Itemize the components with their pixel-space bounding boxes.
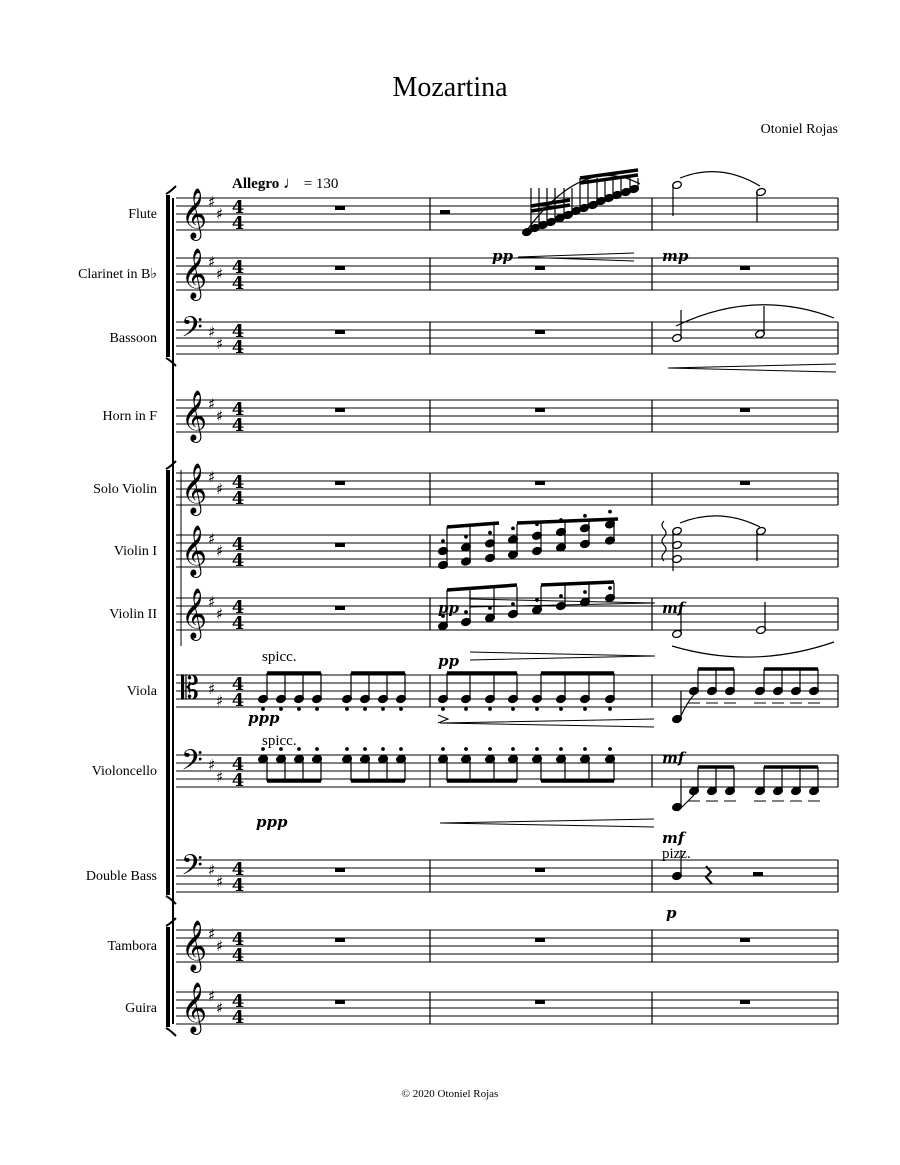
sharp-icon: ♯ — [216, 999, 224, 1017]
instrument-label: Violoncello — [91, 764, 157, 779]
staccato-dot — [382, 748, 385, 751]
accent-mark — [438, 715, 448, 723]
sharp-icon: ♯ — [216, 768, 224, 786]
crescendo-hairpin — [518, 253, 634, 261]
crescendo-hairpin — [668, 364, 836, 372]
time-signature-numerator: 4 — [231, 754, 245, 775]
instrument-label: Violin I — [113, 544, 157, 559]
time-signature-denominator: 4 — [231, 213, 245, 234]
bracket-hook — [166, 461, 176, 469]
alto-clef-icon: 𝄡 — [181, 669, 199, 707]
technique-marking: spicc. — [262, 649, 297, 665]
slur — [680, 516, 760, 527]
dynamic-marking: mf — [662, 599, 685, 617]
whole-rest — [335, 206, 345, 210]
staccato-dot — [442, 708, 445, 711]
sharp-icon: ♯ — [216, 205, 224, 223]
staccato-dot — [400, 748, 403, 751]
bracket-hook — [166, 918, 176, 926]
time-signature-numerator: 4 — [231, 399, 245, 420]
sharp-icon: ♯ — [208, 593, 216, 611]
instrument-label: Solo Violin — [93, 482, 157, 497]
staccato-dot — [364, 708, 367, 711]
sharp-icon: ♯ — [208, 468, 216, 486]
bass-clef-icon: 𝄢 — [181, 849, 203, 889]
instrument-label: Guira — [125, 1001, 157, 1016]
score-title: Mozartina — [392, 72, 508, 103]
staccato-dot — [442, 748, 445, 751]
staccato-dot — [536, 599, 539, 602]
time-signature-numerator: 4 — [231, 534, 245, 555]
time-signature-numerator: 4 — [231, 472, 245, 493]
whole-rest — [535, 868, 545, 872]
beam — [517, 519, 618, 523]
staccato-dot — [609, 510, 612, 513]
sharp-icon: ♯ — [208, 530, 216, 548]
sharp-icon: ♯ — [208, 987, 216, 1005]
staccato-dot — [560, 748, 563, 751]
time-signature-denominator: 4 — [231, 550, 245, 571]
bass-clef-icon: 𝄢 — [181, 311, 203, 351]
staccato-dot — [346, 748, 349, 751]
crescendo-hairpin — [440, 819, 654, 827]
staccato-dot — [465, 748, 468, 751]
whole-rest — [535, 481, 545, 485]
whole-rest — [740, 408, 750, 412]
whole-rest — [335, 481, 345, 485]
staccato-dot — [346, 708, 349, 711]
time-signature-denominator: 4 — [231, 337, 245, 358]
time-signature-numerator: 4 — [231, 674, 245, 695]
sharp-icon: ♯ — [216, 605, 224, 623]
instrument-label: Bassoon — [109, 331, 157, 346]
dynamic-marking: mp — [662, 247, 689, 265]
time-signature-numerator: 4 — [231, 197, 245, 218]
staccato-dot — [512, 527, 515, 530]
beam — [447, 585, 517, 590]
sharp-icon: ♯ — [208, 925, 216, 943]
beam — [447, 523, 499, 527]
treble-clef-icon: 𝄞 — [181, 248, 208, 299]
crescendo-hairpin — [440, 719, 654, 727]
instrument-label: Tambora — [107, 939, 157, 954]
whole-rest — [335, 938, 345, 942]
sharp-icon: ♯ — [208, 756, 216, 774]
whole-rest — [740, 938, 750, 942]
sharp-icon: ♯ — [216, 542, 224, 560]
sharp-icon: ♯ — [216, 265, 224, 283]
instrument-label: Double Bass — [85, 869, 157, 884]
quarter-rest — [706, 866, 712, 884]
slur — [676, 305, 834, 326]
treble-clef-icon: 𝄞 — [181, 463, 208, 514]
time-signature-numerator: 4 — [231, 859, 245, 880]
half-rest — [753, 872, 763, 876]
time-signature-numerator: 4 — [231, 321, 245, 342]
staccato-dot — [584, 514, 587, 517]
treble-clef-icon: 𝄞 — [181, 588, 208, 639]
treble-clef-icon: 𝄞 — [181, 982, 208, 1033]
staccato-dot — [465, 708, 468, 711]
time-signature-denominator: 4 — [231, 690, 245, 711]
time-signature-denominator: 4 — [231, 613, 245, 634]
bracket-hook — [166, 186, 176, 194]
staccato-dot — [560, 595, 563, 598]
tempo-word: Allegro — [232, 176, 280, 192]
staccato-dot — [465, 535, 468, 538]
dynamic-marking: mf — [662, 829, 685, 847]
slur — [680, 172, 760, 186]
whole-rest — [535, 266, 545, 270]
bass-clef-icon: 𝄢 — [181, 744, 203, 784]
sharp-icon: ♯ — [216, 335, 224, 353]
sharp-icon: ♯ — [208, 193, 216, 211]
composer-name: Otoniel Rojas — [760, 122, 838, 137]
dynamic-marking: ppp — [256, 813, 288, 831]
instrument-label: Clarinet in B♭ — [78, 267, 157, 282]
time-signature-denominator: 4 — [231, 415, 245, 436]
time-signature-denominator: 4 — [231, 770, 245, 791]
copyright-notice: © 2020 Otoniel Rojas — [401, 1088, 499, 1100]
whole-rest — [335, 330, 345, 334]
staccato-dot — [560, 708, 563, 711]
whole-rest — [535, 330, 545, 334]
treble-clef-icon: 𝄞 — [181, 188, 208, 239]
staccato-dot — [364, 748, 367, 751]
sharp-icon: ♯ — [216, 937, 224, 955]
sharp-icon: ♯ — [208, 680, 216, 698]
whole-rest — [335, 606, 345, 610]
dynamic-marking: pp — [438, 652, 459, 670]
technique-marking: spicc. — [262, 733, 297, 749]
instrument-label: Viola — [126, 684, 157, 699]
staccato-dot — [442, 540, 445, 543]
whole-rest — [740, 266, 750, 270]
half-rest — [440, 210, 450, 214]
dynamic-marking: p — [666, 904, 677, 922]
instrument-label: Violin II — [109, 607, 157, 622]
dynamic-marking: ppp — [248, 709, 280, 727]
quarter-note-icon: ♩ — [282, 173, 300, 192]
staccato-dot — [609, 708, 612, 711]
dynamic-marking: pp — [492, 247, 513, 265]
time-signature-denominator: 4 — [231, 1007, 245, 1028]
sharp-icon: ♯ — [208, 861, 216, 879]
staccato-dot — [489, 531, 492, 534]
tempo-value: = 130 — [303, 176, 339, 192]
whole-rest — [335, 543, 345, 547]
bracket-hook — [166, 358, 176, 366]
time-signature-numerator: 4 — [231, 597, 245, 618]
whole-rest — [335, 266, 345, 270]
staccato-dot — [609, 587, 612, 590]
staccato-dot — [584, 591, 587, 594]
time-signature-denominator: 4 — [231, 945, 245, 966]
staccato-dot — [489, 607, 492, 610]
staccato-dot — [489, 708, 492, 711]
slur — [672, 642, 834, 657]
staccato-dot — [512, 748, 515, 751]
whole-rest — [335, 868, 345, 872]
staccato-dot — [382, 708, 385, 711]
whole-rest — [535, 408, 545, 412]
beam — [541, 582, 614, 585]
whole-rest — [535, 1000, 545, 1004]
technique-marking: pizz. — [662, 846, 691, 862]
treble-clef-icon: 𝄞 — [181, 390, 208, 441]
whole-rest — [740, 481, 750, 485]
staccato-dot — [298, 708, 301, 711]
sharp-icon: ♯ — [216, 407, 224, 425]
staccato-dot — [298, 748, 301, 751]
time-signature-numerator: 4 — [231, 257, 245, 278]
staccato-dot — [512, 708, 515, 711]
staccato-dot — [512, 603, 515, 606]
decrescendo-hairpin — [470, 652, 655, 660]
time-signature-denominator: 4 — [231, 273, 245, 294]
treble-clef-icon: 𝄞 — [181, 525, 208, 576]
whole-rest — [535, 938, 545, 942]
sharp-icon: ♯ — [216, 873, 224, 891]
time-signature-denominator: 4 — [231, 875, 245, 896]
staccato-dot — [280, 708, 283, 711]
staccato-dot — [400, 708, 403, 711]
sharp-icon: ♯ — [208, 253, 216, 271]
arpeggio-line — [662, 521, 666, 561]
time-signature-numerator: 4 — [231, 929, 245, 950]
staccato-dot — [609, 748, 612, 751]
whole-rest — [740, 1000, 750, 1004]
sharp-icon: ♯ — [208, 323, 216, 341]
staccato-dot — [316, 748, 319, 751]
time-signature-denominator: 4 — [231, 488, 245, 509]
staccato-dot — [465, 611, 468, 614]
bracket-hook — [166, 1028, 176, 1036]
treble-clef-icon: 𝄞 — [181, 920, 208, 971]
dynamic-marking: mf — [662, 749, 685, 767]
instrument-label: Flute — [128, 207, 157, 222]
staccato-dot — [536, 748, 539, 751]
staccato-dot — [536, 708, 539, 711]
sharp-icon: ♯ — [216, 480, 224, 498]
staccato-dot — [316, 708, 319, 711]
whole-rest — [335, 1000, 345, 1004]
bracket-hook — [166, 896, 176, 904]
sharp-icon: ♯ — [208, 395, 216, 413]
dynamic-marking: pp — [438, 599, 459, 617]
sharp-icon: ♯ — [216, 692, 224, 710]
staccato-dot — [489, 748, 492, 751]
staccato-dot — [584, 748, 587, 751]
whole-rest — [335, 408, 345, 412]
time-signature-numerator: 4 — [231, 991, 245, 1012]
instrument-label: Horn in F — [102, 409, 157, 424]
staccato-dot — [584, 708, 587, 711]
